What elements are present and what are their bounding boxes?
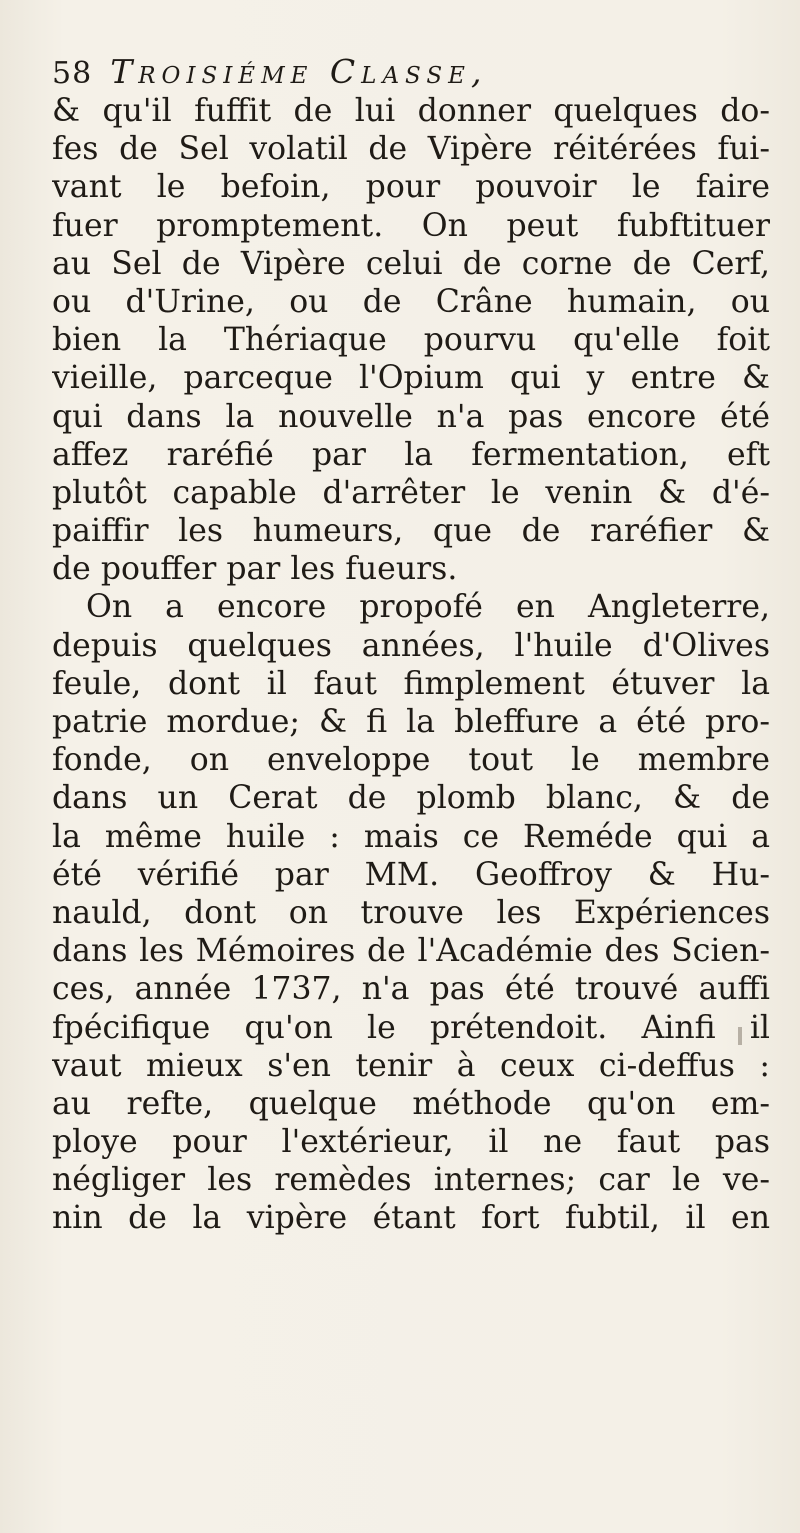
print-mark (738, 1027, 742, 1045)
text-line: été vérifié par MM. Geoffroy & Hu- (52, 856, 770, 893)
text-line: nauld, dont on trouve les Expériences (52, 894, 770, 931)
text-line: depuis quelques années, l'huile d'Olives (52, 627, 770, 664)
text-line: nin de la vipère étant fort fubtil, il en (52, 1200, 770, 1237)
page-number: 58 (52, 56, 93, 91)
text-line: On a encore propofé en Angleterre, (86, 589, 770, 626)
text-line: patrie mordue; & fi la bleffure a été pro- (52, 704, 770, 740)
text-line: fpécifique qu'on le prétendoit. Ainfi il (52, 1009, 770, 1046)
text-line: fonde, on enveloppe tout le membre (52, 742, 770, 779)
text-line: ou d'Urine, ou de Crâne humain, ou (52, 283, 770, 320)
text-line: ploye pour l'extérieur, il ne faut pas (52, 1124, 770, 1161)
text-line: & qu'il fuffit de lui donner quelques do- (52, 93, 770, 129)
text-line: vaut mieux s'en tenir à ceux ci-deffus : (52, 1047, 770, 1084)
text-line: plutôt capable d'arrêter le venin & d'é- (52, 474, 770, 511)
text-line: de pouffer par les fueurs. (52, 551, 458, 588)
text-line: ces, année 1737, n'a pas été trouvé auffi (52, 971, 770, 1008)
text-line: paiffir les humeurs, que de raréfier & (52, 513, 770, 550)
text-line: qui dans la nouvelle n'a pas encore été (52, 398, 770, 435)
text-line: la même huile : mais ce Reméde qui a (52, 818, 770, 855)
text-line: feule, dont il faut fimplement étuver la (52, 665, 770, 702)
text-line: bien la Thériaque pourvu qu'elle foit (52, 322, 770, 359)
text-line: négliger les remèdes internes; car le ve- (52, 1162, 770, 1199)
text-line: fes de Sel volatil de Vipère réitérées fui- (52, 131, 770, 168)
text-line: au refte, quelque méthode qu'on em- (52, 1085, 770, 1122)
text-line: vieille, parceque l'Opium qui y entre & (52, 360, 770, 397)
running-title: Troisiéme Classe, (110, 52, 488, 91)
text-line: affez raréfié par la fermentation, eft (52, 436, 770, 473)
text-line: dans les Mémoires de l'Académie des Scien- (52, 933, 770, 970)
text-line: au Sel de Vipère celui de corne de Cerf, (52, 245, 770, 282)
text-line: vant le befoin, pour pouvoir le faire (52, 169, 770, 206)
body-text (52, 92, 770, 1238)
text-line: dans un Cerat de plomb blanc, & de (52, 780, 770, 817)
text-line: fuer promptement. On peut fubftituer (52, 207, 770, 244)
